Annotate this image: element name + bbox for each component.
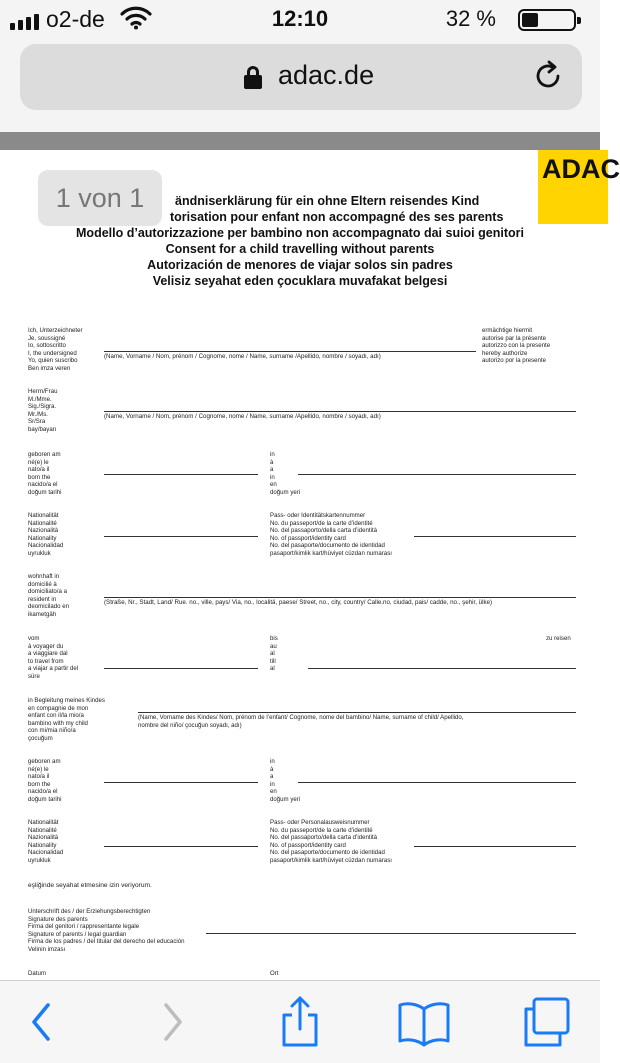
child-birth-date-line[interactable] — [104, 782, 258, 783]
address-line[interactable] — [104, 597, 576, 598]
travel-from-line[interactable] — [104, 668, 258, 669]
tabs-button[interactable] — [518, 995, 578, 1049]
pdf-document-page[interactable] — [0, 150, 620, 980]
battery-icon — [518, 9, 576, 31]
safari-bottom-toolbar — [0, 980, 600, 1063]
person-passport-label: Pass- oder Identitätskartennummer No. du passeport/de la carte d’identité No. del passaporto/della carta d’identità No. of passport/identity card No. del pasaporte/documento de identidad pasaport/kimlik kart/hüviyet cüzdan numarası — [270, 512, 392, 557]
resident-label: wohnhaft in domicilié à domiciliato/a a resident in deomicilado en ikametgâh — [28, 573, 69, 618]
child-birth-place-line[interactable] — [298, 782, 576, 783]
page-indicator: 1 von 1 — [38, 170, 162, 226]
battery-percentage: 32 % — [445, 6, 496, 31]
place-label: Ort — [270, 970, 279, 977]
authorized-person-label: Herrn/Frau M./Mme. Sig./Sigra. Mr./Ms. Sr/Sra bay/bayan — [28, 388, 58, 433]
bookmarks-button[interactable] — [394, 995, 454, 1049]
undersigned-name-caption: (Name, Vorname / Nom, prénom / Cognome, nome / Name, surname /Apellido, nombre / soyadı, adı) — [104, 353, 381, 360]
reload-icon[interactable] — [532, 60, 564, 92]
title-german: ändniserklärung für ein ohne Eltern reisendes Kind — [175, 194, 480, 208]
browser-address-area — [0, 40, 600, 132]
tabs-icon — [518, 995, 578, 1049]
back-button[interactable] — [12, 995, 72, 1049]
pdf-viewer-top-edge — [0, 132, 600, 150]
carrier-name: o2-de — [46, 6, 105, 32]
accompany-label: in Begleitung meines Kindes en compagnie de mon enfant con il/la mio/a bambino with my child con mi/mia niño/a çocuğum — [28, 697, 105, 742]
person-nationality-line[interactable] — [104, 536, 258, 537]
authorized-person-name-line[interactable] — [104, 411, 576, 412]
permission-line: eşliğinde seyahat etmesine izin veriyorum. — [28, 882, 152, 889]
address-caption: (Straße, Nr., Stadt, Land/ Rue. no., ville, pays/ Via, no., localitä, paese/ Street, no., city, country/ Calle.no, ciudad, pais/ cadde, no., şehir, ülke) — [104, 599, 493, 606]
undersigned-label: Ich, Unterzeichneter Je, soussigné Io, sottoscritto I, the undersigned Yo, quien suscribo Ben imza veren — [28, 327, 83, 372]
clock-time: 12:10 — [271, 6, 329, 31]
travel-label: zu reisen — [546, 635, 571, 642]
title-french: torisation pour enfant non accompagné des ses parents — [170, 210, 504, 224]
person-birth-place-label: in à a in en doğum yeri — [270, 451, 301, 496]
travel-from-label: vom à voyager du a viaggiare dal to travel from a viajar a partir del süre — [28, 635, 79, 680]
title-italian: Modello d’autorizzazione per bambino non accompagnato dai suioi genitori — [76, 226, 524, 240]
title-turkish: Velisiz seyahat eden çocuklara muvafakat belgesi — [152, 274, 448, 288]
title-spanish: Autorización de menores de viajar solos sin padres — [147, 258, 453, 272]
travel-until-line[interactable] — [308, 668, 576, 669]
signature-label: Unterschrift des / der Erziehungsberechtigten Signature des parents Firma del genitori / rappresentante legale Signature of parents / legal guardian Firma de los padres / del titular del derecho del educación Velinin imzası — [28, 908, 185, 953]
child-nationality-line[interactable] — [104, 846, 258, 847]
book-icon — [394, 995, 454, 1049]
chevron-right-icon — [142, 995, 202, 1049]
child-name-caption: (Name, Vorname des Kindes/ Nom, prénom de l’enfant/ Cognome, nome del bambino/ Name, surname of child/ Apellido, nombre del niño/ çocuğun soyadı, adı) — [138, 714, 464, 729]
lock-icon — [244, 66, 262, 88]
share-button[interactable] — [270, 995, 330, 1049]
authorise-label: ermächtige hiermit autorise par la présente autorizzo con la presente hereby authorize autorizo por la presente — [482, 327, 551, 365]
child-born-label: geboren am né(e) le nato/a il born the nacido/a el doğum tarihi — [28, 758, 62, 803]
person-nationality-label: Nationalität Nationalité Nazionalità Nationality Nacionalidad uyrukluk — [28, 512, 64, 557]
person-passport-line[interactable] — [414, 536, 576, 537]
address-bar[interactable] — [20, 44, 582, 110]
child-passport-line[interactable] — [414, 846, 576, 847]
child-nationality-label: Nationalität Nationalité Nazionalità Nationality Nacionalidad uyrukluk — [28, 819, 64, 864]
child-birth-place-label: in à a in en doğum yeri — [270, 758, 301, 803]
authorized-person-name-caption: (Name, Vorname / Nom, prénom / Cognome, nome / Name, surname /Apellido, nombre / soyadı, adı) — [104, 413, 381, 420]
date-label: Datum — [28, 970, 46, 977]
child-passport-label: Pass- oder Personalausweisnummer No. du passeport/de la carte d’identité No. del passaporto/della carta d’identità No. of passport/identity card No. del pasaporte/documento de identidad pasaport/kimlik kart/hüviyet cüzdan numarası — [270, 819, 392, 864]
url-domain[interactable]: adac.de — [278, 60, 375, 90]
travel-until-label: bis au al till al — [270, 635, 278, 673]
adac-logo: ADAC — [538, 150, 608, 224]
forward-button[interactable] — [142, 995, 202, 1049]
person-birth-place-line[interactable] — [298, 474, 576, 475]
signature-line[interactable] — [206, 933, 576, 934]
title-english: Consent for a child travelling without parents — [165, 242, 435, 256]
chevron-left-icon — [12, 995, 72, 1049]
child-name-line[interactable] — [138, 712, 576, 713]
status-bar — [0, 0, 600, 40]
undersigned-name-line[interactable] — [104, 351, 476, 352]
person-born-label: geboren am né(e) le nato/a il born the nacido/a el doğum tarihi — [28, 451, 62, 496]
share-icon — [270, 995, 330, 1049]
person-birth-date-line[interactable] — [104, 474, 258, 475]
